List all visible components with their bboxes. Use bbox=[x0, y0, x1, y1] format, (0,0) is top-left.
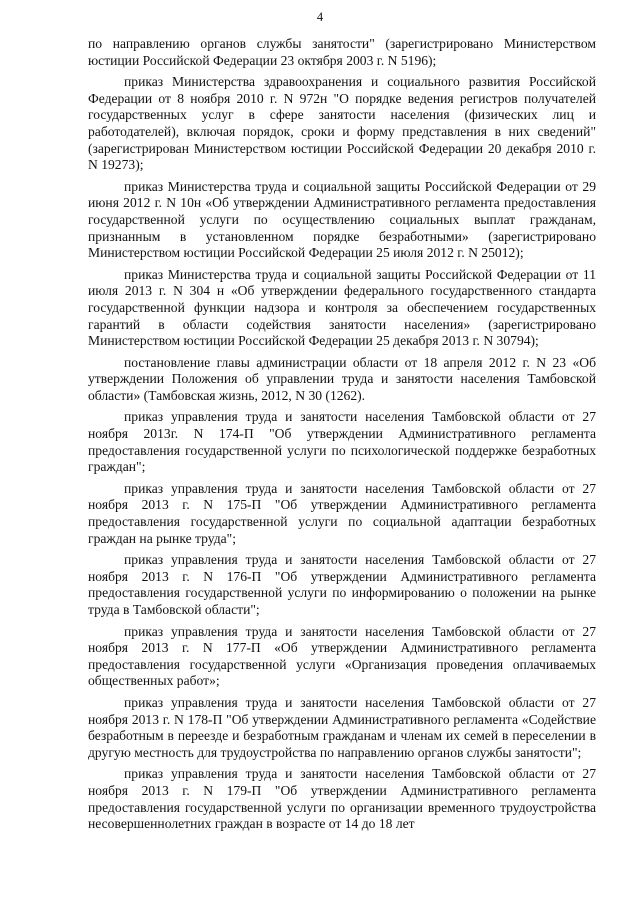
paragraph: по направлению органов службы занятости" (зарегистрировано Министерством юстиции Российской Федерации 23 октября 2003 г. N 5196); bbox=[88, 36, 596, 68]
paragraph: приказ управления труда и занятости населения Тамбовской области от 27 ноября 2013 г. N 176-П "Об утверждении Административного регламента предоставления государственной услуги по информированию о положении на рынке труда в Тамбовской области"; bbox=[88, 552, 596, 617]
document-body bbox=[88, 36, 596, 838]
paragraph: приказ Министерства труда и социальной защиты Российской Федерации от 29 июня 2012 г. N 10н «Об утверждении Административного регламента предоставления государственной услуги по осуществлению социальных выплат гражданам, признанным в установленном порядке безработными» (зарегистрировано Министерством юстиции Российской Федерации 25 июля 2012 г. N 25012); bbox=[88, 178, 596, 261]
paragraph: приказ управления труда и занятости населения Тамбовской области от 27 ноября 2013г. N 174-П "Об утверждении Административного регламента предоставления государственной услуги по психологической поддержке безработных граждан"; bbox=[88, 409, 596, 475]
paragraph: приказ Министерства здравоохранения и социального развития Российской Федерации от 8 ноября 2010 г. N 972н "О порядке ведения регистров получателей государственных услуг в сфере занятости населения (физических лиц и работодателей), включая порядок, сроки и форму представления в них сведений" (зарегистрирован Министерством юстиции Российской Федерации 20 декабря 2010 г. N 19273); bbox=[88, 74, 596, 173]
paragraph: приказ управления труда и занятости населения Тамбовской области от 27 ноября 2013 г. N 175-П "Об утверждении Административного регламента предоставления государственной услуги по социальной адаптации безработных граждан на рынке труда"; bbox=[88, 480, 596, 546]
paragraph: приказ управления труда и занятости населения Тамбовской области от 27 ноября 2013 г. N 179-П "Об утверждении Административного регламента предоставления государственной услуги по организации временного трудоустройства несовершеннолетних граждан в возрасте от 14 до 18 лет bbox=[88, 766, 596, 832]
paragraph: приказ управления труда и занятости населения Тамбовской области от 27 ноября 2013 г. N 178-П "Об утверждении Административного регламента «Содействие безработным в переезде и безработным гражданам и членам их семей в переселении в другую местность для трудоустройства по направлению органов службы занятости"; bbox=[88, 694, 596, 760]
paragraph: приказ Министерства труда и социальной защиты Российской Федерации от 11 июля 2013 г. N 304 н «Об утверждении федерального государственного стандарта государственной функции надзора и контроля за обеспечением государственных гарантий в области содействия занятости населения» (зарегистрировано Министерством юстиции Российской Федерации 25 декабря 2013 г. N 30794); bbox=[88, 266, 596, 349]
page-number: 4 bbox=[316, 10, 324, 24]
paragraph: приказ управления труда и занятости населения Тамбовской области от 27 ноября 2013 г. N 177-П «Об утверждении Административного регламента предоставления государственной услуги «Организация проведения оплачиваемых общественных работ»; bbox=[88, 623, 596, 689]
paragraph: постановление главы администрации области от 18 апреля 2012 г. N 23 «Об утверждении Положения об управлении труда и занятости населения Тамбовской области» (Тамбовская жизнь, 2012, N 30 (1262). bbox=[88, 354, 596, 403]
